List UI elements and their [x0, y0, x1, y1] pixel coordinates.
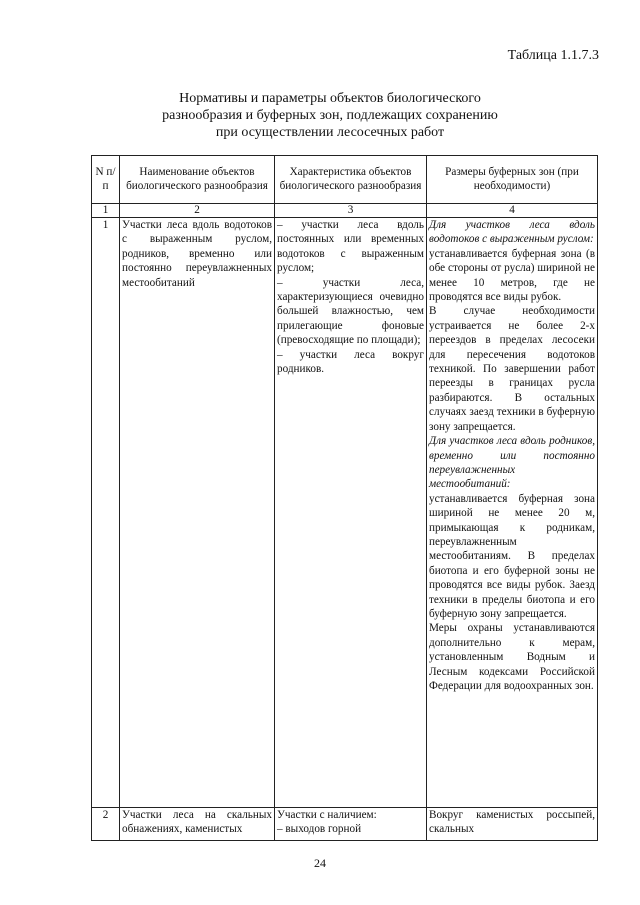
requirement-heading: Для участков леса вдоль родников, временно или постоянно переувлажненных местообитаний:	[429, 435, 595, 491]
page-number: 24	[314, 856, 326, 870]
characteristic-item: – выходов горной	[277, 823, 362, 836]
standards-table	[91, 155, 598, 841]
column-number: 4	[427, 204, 598, 218]
title-line: разнообразия и буферных зон, подлежащих сохранению	[162, 108, 498, 123]
requirement-text: В случае необходимости устраивается не более 2-х переездов в пределах лесосеки для пересечения водотоков техникой. По завершении работ переезды в границах русла разбираются. В остальных случаях заезд техники в буферную зону запрещается.	[429, 305, 595, 433]
characteristic-item: Участки с наличием:	[277, 809, 377, 821]
table-row	[92, 808, 598, 841]
object-name: Участки леса на скальных обнажениях, каменистых	[120, 808, 275, 841]
requirement-heading: Для участков леса вдоль водотоков с выраженным руслом:	[429, 219, 595, 246]
characteristic-item: – участки леса, характеризующиеся очевидно большей влажностью, чем прилегающие фоновые (превосходящие по площади);	[277, 276, 424, 347]
table-header-row	[92, 156, 598, 204]
header-number: N п/п	[92, 156, 120, 204]
column-number: 2	[120, 204, 275, 218]
requirement-text: устанавливается буферная зона шириной не менее 20 м, примыкающая к родникам, переувлажненным местообитаниям. В пределах биотопа и его буферной зоны не проводятся все виды рубок. Заезд техники в пределы биотопа и его буферную зону запрещается.	[429, 492, 595, 620]
table-row	[92, 218, 598, 808]
row-number: 1	[92, 218, 120, 808]
title-line: Нормативы и параметры объектов биологического	[179, 91, 481, 106]
object-name: Участки леса вдоль водотоков с выраженным руслом, родников, временно или постоянно переувлажненных местообитаний	[120, 218, 275, 808]
table-label: Таблица 1.1.7.3	[507, 48, 599, 63]
column-number: 1	[92, 204, 120, 218]
column-number-row	[92, 204, 598, 218]
requirement-text: Меры охраны устанавливаются дополнительно к мерам, установленным Водным и Лесным кодексами Российской Федерации для водоохранных зон.	[429, 622, 595, 692]
object-characteristics	[275, 808, 427, 841]
column-number: 3	[275, 204, 427, 218]
characteristic-item: – участки леса вдоль постоянных или временных водотоков с выраженным руслом;	[277, 219, 424, 275]
requirement-text: устанавливается буферная зона (в обе стороны от русла) шириной не менее 10 метров, где не проводятся все виды рубок.	[429, 247, 595, 304]
header-buffer-size: Размеры буферных зон (при необходимости)	[427, 156, 598, 204]
header-name: Наименование объектов биологического разнообразия	[120, 156, 275, 204]
document-title	[120, 90, 540, 141]
buffer-zone-requirements	[427, 808, 598, 841]
row-number: 2	[92, 808, 120, 841]
buffer-zone-requirements	[427, 218, 598, 808]
requirement-text: Вокруг каменистых россыпей, скальных	[429, 809, 595, 836]
object-characteristics	[275, 218, 427, 808]
title-line: при осуществлении лесосечных работ	[215, 125, 445, 140]
header-characteristics: Характеристика объектов биологического разнообразия	[275, 156, 427, 204]
characteristic-item: – участки леса вокруг родников.	[277, 348, 424, 376]
